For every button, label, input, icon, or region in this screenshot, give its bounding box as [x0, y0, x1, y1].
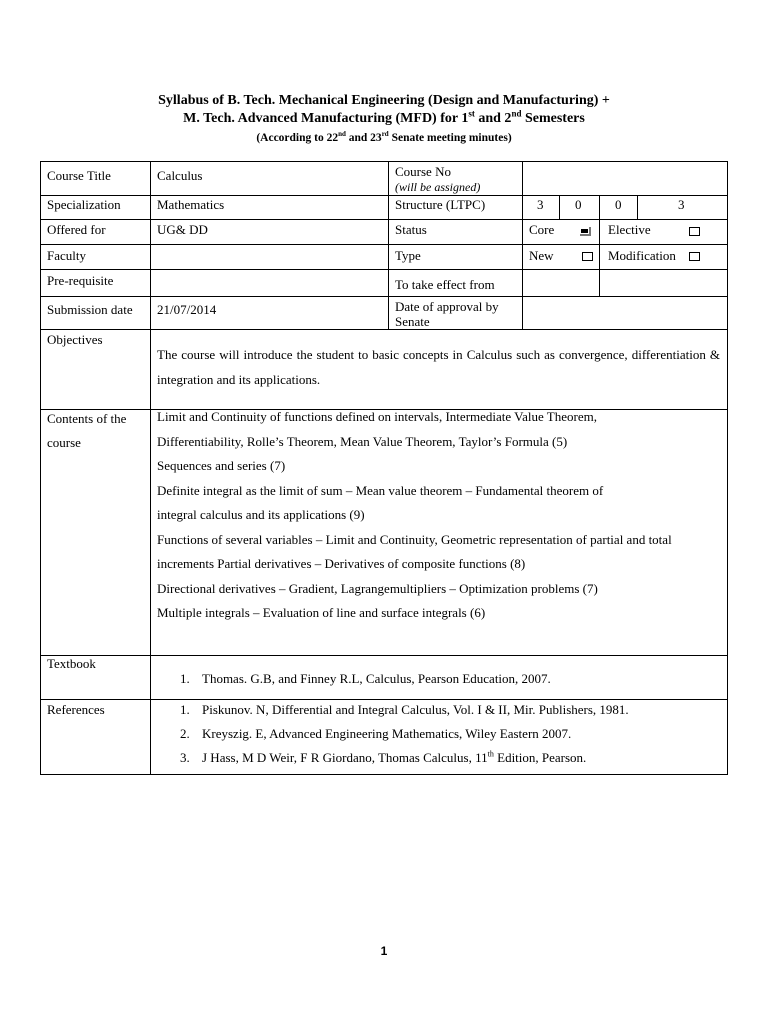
document-title-line-1: Syllabus of B. Tech. Mechanical Engineering (Design and Manufacturing) +	[158, 93, 610, 108]
table-rule	[599, 195, 600, 297]
course-contents	[157, 405, 672, 626]
table-rule	[637, 195, 638, 220]
core-label: Core	[529, 222, 555, 237]
course-title-label: Course Title	[47, 168, 111, 183]
table-rule	[40, 655, 728, 656]
table-rule	[40, 161, 728, 162]
offered-for-value: UG& DD	[157, 222, 208, 237]
page-number: 1	[380, 944, 388, 958]
textbook-item: 1. Thomas. G.B, and Finney R.L, Calculus, Pearson Education, 2007.	[180, 671, 551, 686]
objectives-text: The course will introduce the student to basic concepts in Calculus such as convergence, differentiation & integration and its applications.	[157, 347, 720, 387]
table-rule	[40, 269, 728, 270]
approval-date-label-line-2: Senate	[395, 314, 430, 329]
reference-item: 1. Piskunov. N, Differential and Integral Calculus, Vol. I & II, Mir. Publishers, 1981.	[180, 702, 629, 717]
ltpc-tutorial: 0	[575, 197, 582, 212]
reference-item: 2. Kreyszig. E, Advanced Engineering Mathematics, Wiley Eastern 2007.	[180, 726, 572, 741]
ltpc-credits: 3	[678, 197, 685, 212]
document-subtitle: (According to 22nd and 23rd Senate meeting minutes)	[256, 130, 512, 144]
status-label: Status	[395, 222, 427, 237]
contents-line: integral calculus and its applications (9)	[157, 507, 365, 522]
contents-line: Directional derivatives – Gradient, Lagrangemultipliers – Optimization problems (7)	[157, 580, 598, 596]
core-checkbox[interactable]	[580, 227, 591, 236]
table-rule	[150, 161, 151, 775]
references-label: References	[47, 702, 105, 717]
contents-line: Differentiability, Rolle’s Theorem, Mean Value Theorem, Taylor’s Formula (5)	[157, 433, 568, 449]
ltpc-practical: 0	[615, 197, 622, 212]
ltpc-lecture: 3	[537, 197, 544, 212]
table-rule	[40, 329, 728, 330]
contents-line: Limit and Continuity of functions defined on intervals, Intermediate Value Theorem,	[157, 409, 597, 424]
table-rule	[559, 195, 560, 220]
elective-label: Elective	[608, 222, 651, 237]
course-no-label: Course No	[395, 164, 451, 179]
course-title-value: Calculus	[157, 168, 203, 183]
table-rule	[40, 195, 728, 196]
elective-checkbox[interactable]	[689, 227, 700, 236]
table-rule	[727, 161, 728, 775]
modification-checkbox[interactable]	[689, 252, 700, 261]
approval-date-label-line-1: Date of approval by	[395, 299, 499, 314]
course-no-note: (will be assigned)	[395, 180, 481, 194]
faculty-label: Faculty	[47, 248, 86, 263]
table-rule	[388, 161, 389, 330]
table-rule	[40, 244, 728, 245]
new-checkbox[interactable]	[582, 252, 593, 261]
objectives-label: Objectives	[47, 332, 103, 347]
offered-for-label: Offered for	[47, 222, 106, 237]
prerequisite-label: Pre-requisite	[47, 273, 114, 288]
submission-date-label: Submission date	[47, 302, 133, 317]
specialization-value: Mathematics	[157, 197, 225, 212]
type-label: Type	[395, 248, 421, 263]
table-rule	[40, 699, 728, 700]
contents-line: increments Partial derivatives – Derivatives of composite functions (8)	[157, 556, 526, 571]
new-label: New	[529, 248, 554, 263]
table-rule	[40, 161, 41, 775]
table-rule	[40, 774, 728, 775]
submission-date-value: 21/07/2014	[157, 302, 217, 317]
structure-label: Structure (LTPC)	[395, 197, 486, 212]
contents-label-line-2: course	[47, 435, 81, 450]
contents-line: Functions of several variables – Limit and Continuity, Geometric representation of partial and total	[157, 531, 672, 547]
modification-label: Modification	[608, 248, 676, 263]
contents-line: Definite integral as the limit of sum – Mean value theorem – Fundamental theorem of	[157, 482, 604, 498]
contents-line: Sequences and series (7)	[157, 458, 286, 473]
reference-item: 3. J Hass, M D Weir, F R Giordano, Thomas Calculus, 11th Edition, Pearson.	[180, 749, 587, 765]
specialization-label: Specialization	[47, 197, 121, 212]
table-rule	[40, 296, 728, 297]
table-rule	[522, 161, 523, 330]
textbook-label: Textbook	[47, 656, 96, 671]
contents-line: Multiple integrals – Evaluation of line and surface integrals (6)	[157, 605, 486, 620]
contents-label-line-1: Contents of the	[47, 411, 127, 426]
take-effect-label: To take effect from	[395, 277, 495, 292]
table-rule	[40, 219, 728, 220]
document-title-line-2: M. Tech. Advanced Manufacturing (MFD) for 1st and 2nd Semesters	[183, 108, 585, 126]
